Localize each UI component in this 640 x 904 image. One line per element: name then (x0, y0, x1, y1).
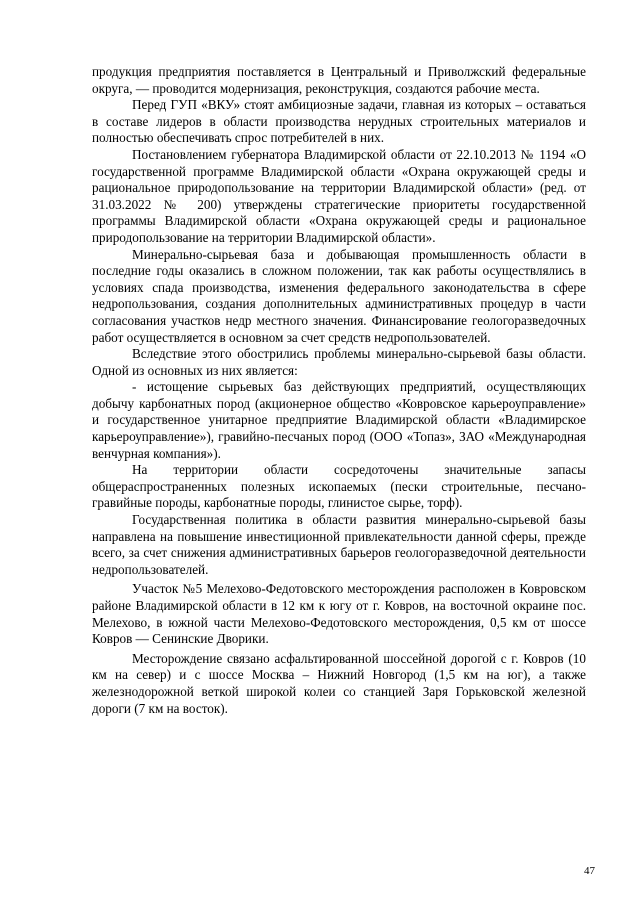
paragraph-goals: Перед ГУП «ВКУ» стоят амбициозные задачи, главная из которых – оставаться в составе лидеров в области производства нерудных строительных материалов и полностью обеспечивать спрос потребителей в них. (92, 97, 586, 146)
page-number: 47 (584, 865, 595, 877)
document-page (92, 64, 586, 717)
paragraph-reserves: На территории области сосредоточены значительные запасы общераспространенных полезных ископаемых (пески строительные, песчано-гравийные породы, карбонатные породы, глинистое сырье, торф). (92, 462, 586, 511)
paragraph-state-policy: Государственная политика в области развития минерально-сырьевой базы направлена на повышение инвестиционной привлекательности данной сферы, прежде всего, за счет снижения административных барьеров геологоразведочной деятельности недропользователей. (92, 512, 586, 577)
paragraph-problems: Вследствие этого обострились проблемы минерально-сырьевой базы области. Одной из основных из них является: (92, 346, 586, 378)
paragraph-products: продукция предприятия поставляется в Центральный и Приволжский федеральные округа, — проводится модернизация, реконструкция, создаются рабочие места. (92, 64, 586, 96)
paragraph-depletion: - истощение сырьевых баз действующих предприятий, осуществляющих добычу карбонатных пород (акционерное общество «Ковровское карьероуправление» и государственное унитарное предприятие Владимирской области «Владимирское карьероуправление»), гравийно-песчаных пород (ООО «Топаз», ЗАО «Международная венчурная компания»). (92, 379, 586, 461)
paragraph-site-location: Участок №5 Мелехово-Федотовского месторождения расположен в Ковровском районе Владимирской области в 12 км к югу от г. Ковров, на восточной окраине пос. Мелехово, в южной части Мелехово-Федотовского месторождения, 0,5 км от шоссе Ковров — Сенинские Дворики. (92, 581, 586, 647)
paragraph-decree: Постановлением губернатора Владимирской области от 22.10.2013 № 1194 «О государственной программе Владимирской области «Охрана окружающей среды и рациональное природопользование на территории Владимирской области» (ред. от 31.03.2022 № 200) утверждены стратегические приоритеты государственной программы Владимирской области «Охрана окружающей среды и рациональное природопользование на территории Владимирской области». (92, 146, 586, 245)
paragraph-mineral-base: Минерально-сырьевая база и добывающая промышленность области в последние годы оказались в сложном положении, так как работы осуществлялись в условиях спада производства, изменения федерального законодательства в сфере недропользования, создания дополнительных административных процедур в части согласования участков недр местного значения. Финансирование геологоразведочных работ осуществляется в основном за счет средств недропользователей. (92, 246, 586, 345)
paragraph-transport: Месторождение связано асфальтированной шоссейной дорогой с г. Ковров (10 км на север) и с шоссе Москва – Нижний Новгород (1,5 км на юг), а также железнодорожной веткой широкой колеи со станцией Заря Горьковской железной дороги (7 км на восток). (92, 650, 586, 716)
